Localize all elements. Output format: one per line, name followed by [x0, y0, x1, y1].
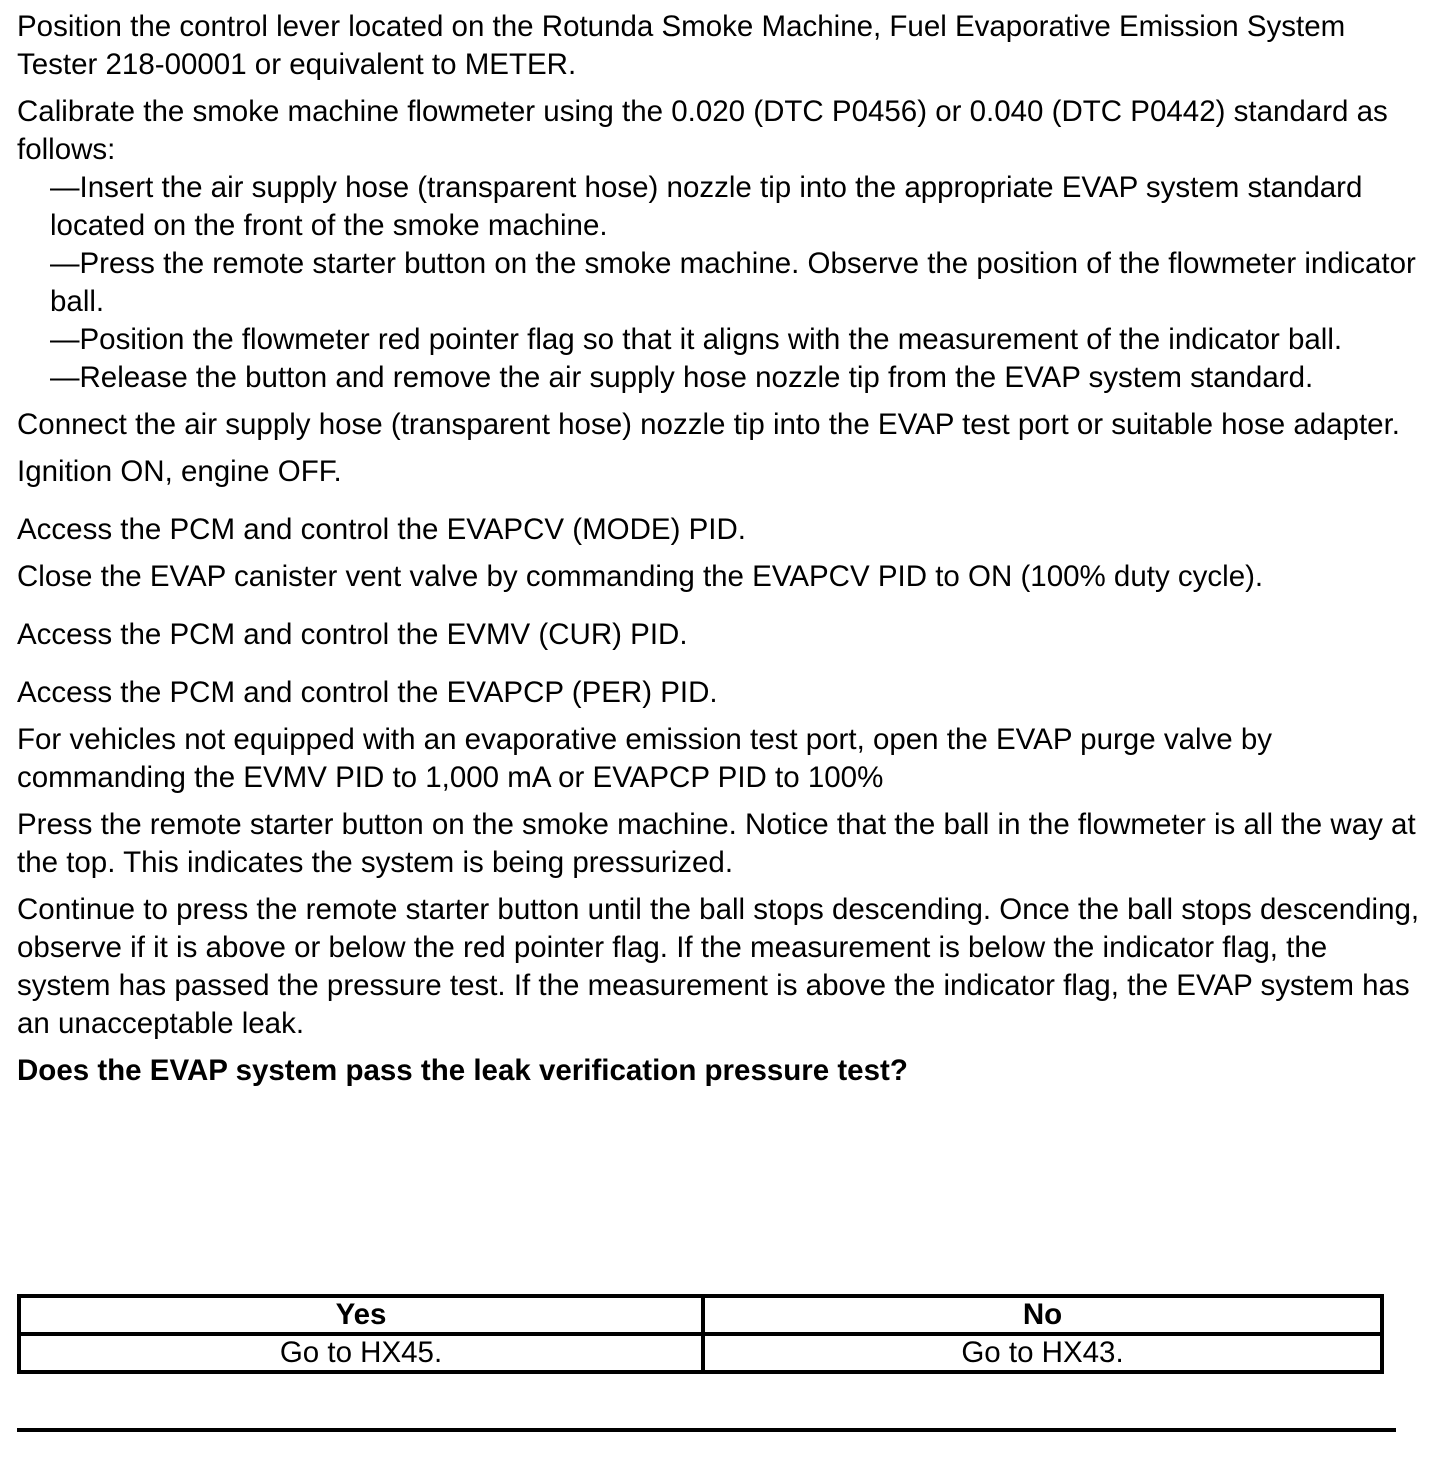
step-connect-hose: Connect the air supply hose (transparent hose) nozzle tip into the EVAP test port or suitable hose adapter. — [17, 408, 1400, 441]
step-access-evapcv: Access the PCM and control the EVAPCV (MODE) PID. — [17, 513, 747, 546]
step-press-starter: Press the remote starter button on the smoke machine. Notice that the ball in the flowmeter is all the way at the top. This indicates the system is being pressurized. — [17, 808, 1416, 879]
header-no: No — [703, 1296, 1382, 1334]
step-observe-ball: Continue to press the remote starter button until the ball stops descending. Once the ball stops descending, observe if it is above or below the red pointer flag. If the measurement is below the indicator flag, the system has passed the pressure test. If the measurement is above the indicator flag, the EVAP system has an unacceptable leak. — [17, 893, 1420, 1040]
step-access-evapcp: Access the PCM and control the EVAPCP (PER) PID. — [17, 676, 718, 709]
calibrate-substep: —Release the button and remove the air supply hose nozzle tip from the EVAP system standard. — [50, 361, 1314, 394]
bottom-divider — [17, 1428, 1396, 1432]
step-open-purge-valve: For vehicles not equipped with an evaporative emission test port, open the EVAP purge valve by commanding the EVMV PID to 1,000 mA or EVAPCP PID to 100% — [17, 723, 1273, 794]
cell-no-action: Go to HX43. — [703, 1334, 1382, 1372]
table-header-row — [19, 1296, 1382, 1334]
calibrate-substep: —Position the flowmeter red pointer flag so that it aligns with the measurement of the indicator ball. — [50, 323, 1343, 356]
step-access-evmv: Access the PCM and control the EVMV (CUR) PID. — [17, 618, 688, 651]
procedure-text — [17, 8, 1422, 1090]
table-row — [19, 1334, 1382, 1372]
step-position-lever: Position the control lever located on the Rotunda Smoke Machine, Fuel Evaporative Emission System Tester 218-00001 or equivalent to METER. — [17, 10, 1346, 81]
header-yes: Yes — [19, 1296, 703, 1334]
calibrate-substep: —Insert the air supply hose (transparent hose) nozzle tip into the appropriate EVAP system standard located on the front of the smoke machine. — [50, 171, 1363, 242]
calibrate-substep: —Press the remote starter button on the smoke machine. Observe the position of the flowmeter indicator ball. — [50, 247, 1416, 318]
result-table — [17, 1294, 1384, 1374]
step-close-vent-valve: Close the EVAP canister vent valve by commanding the EVAPCV PID to ON (100% duty cycle). — [17, 560, 1264, 593]
cell-yes-action: Go to HX45. — [19, 1334, 703, 1372]
step-calibrate-flowmeter — [17, 93, 1422, 397]
test-question: Does the EVAP system pass the leak verification pressure test? — [17, 1054, 908, 1087]
step-ignition: Ignition ON, engine OFF. — [17, 455, 342, 488]
calibrate-intro: Calibrate the smoke machine flowmeter using the 0.020 (DTC P0456) or 0.040 (DTC P0442) standard as follows: — [17, 95, 1388, 166]
